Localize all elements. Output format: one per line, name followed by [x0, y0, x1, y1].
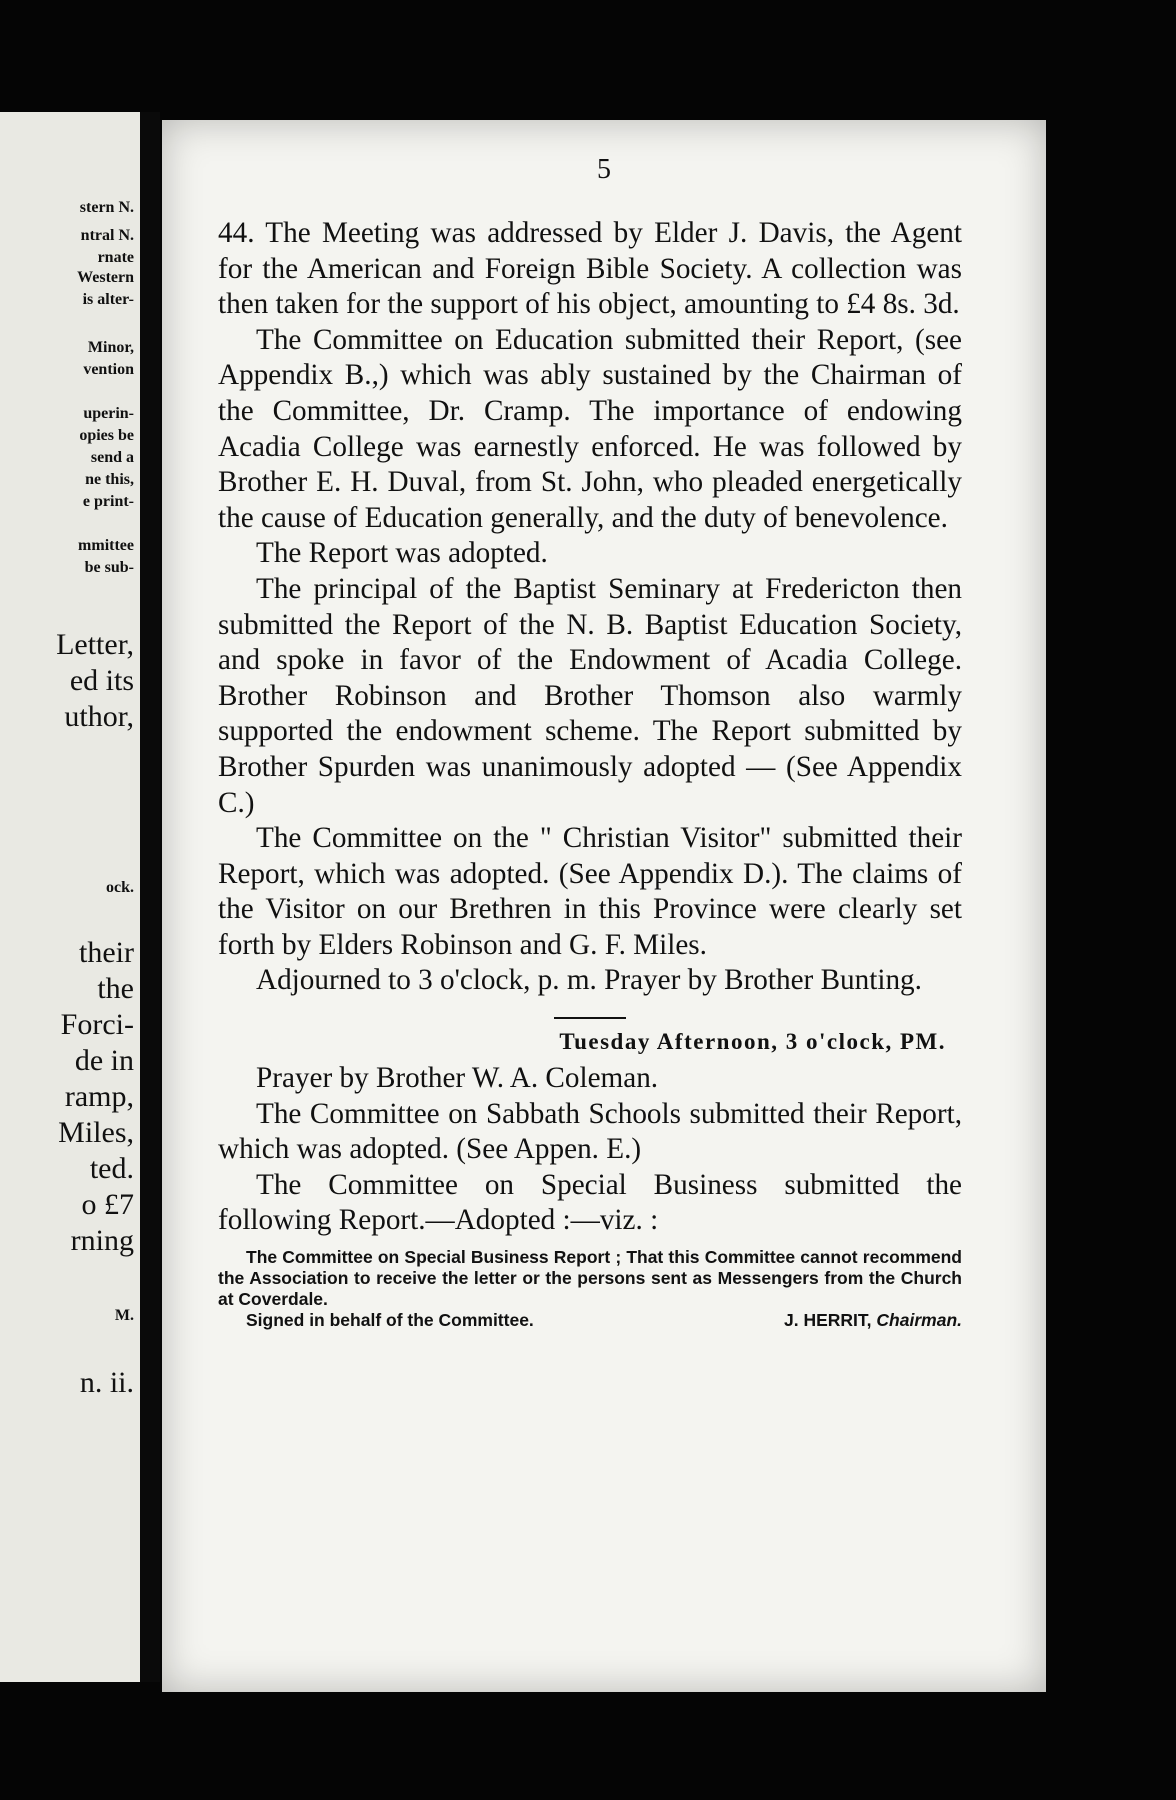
- left-page-fragment: ock.: [106, 879, 134, 896]
- paragraph-adjourned: Adjourned to 3 o'clock, p. m. Prayer by Brother Bunting.: [256, 964, 922, 997]
- left-page-fragment: uthor,: [64, 700, 134, 733]
- left-page-fragment: ntral N.: [80, 227, 134, 244]
- left-page-fragment: opies be: [79, 427, 134, 444]
- left-page-fragment: rning: [70, 1224, 134, 1257]
- paragraph-sabbath-schools: The Committee on Sabbath Schools submitted their Report, which was adopted. (See Appen. E.): [218, 1097, 962, 1166]
- left-page-fragment: ne this,: [85, 471, 134, 488]
- paragraph-prayer: Prayer by Brother W. A. Coleman.: [256, 1062, 659, 1095]
- report-signer-title: Chairman.: [876, 1310, 962, 1331]
- left-page-fragment: Forci-: [60, 1008, 134, 1041]
- left-page-fragment: de in: [74, 1044, 134, 1077]
- paragraph-44: 44. The Meeting was addressed by Elder J. Davis, the Agent for the American and Foreign Bible Society. A collection was then taken for the support of his object, amounting to £4 8s. 3d.: [218, 217, 962, 321]
- left-page-fragment: ed its: [69, 664, 134, 697]
- paragraph-christian-visitor: The Committee on the " Christian Visitor" submitted their Report, which was adopted. (See Appendix D.). The claims of the Visitor on our Brethren in this Province were clearly set forth by Elders Robinson and G. F. Miles.: [218, 822, 962, 961]
- report-signer: [784, 1310, 962, 1331]
- report-signed-text: Signed in behalf of the Committee.: [246, 1310, 534, 1331]
- left-page-fragment: Miles,: [58, 1116, 134, 1149]
- page-body: [218, 216, 962, 1331]
- page-number: 5: [597, 154, 611, 185]
- left-page-fragment: mmittee: [78, 537, 134, 554]
- section-divider: [554, 1017, 626, 1019]
- special-business-report: [218, 1247, 962, 1331]
- section-heading: Tuesday Afternoon, 3 o'clock, PM.: [559, 1029, 946, 1055]
- report-signature-line: [218, 1310, 962, 1331]
- left-page-fragment: uperin-: [83, 405, 134, 422]
- left-page-fragment: be sub-: [84, 559, 134, 576]
- paragraph-special-business: The Committee on Special Business submitted the following Report.—Adopted :—viz. :: [218, 1168, 962, 1237]
- left-page-fragment: M.: [114, 1307, 134, 1324]
- left-page-fragment: o £7: [81, 1188, 134, 1221]
- left-page-fragment: their: [79, 936, 134, 969]
- left-page-fragment: ted.: [89, 1152, 134, 1185]
- report-signer-name: J. HERRIT,: [784, 1310, 872, 1331]
- left-page-fragment: Minor,: [87, 339, 134, 356]
- paragraph-education-committee: The Committee on Education submitted their Report, (see Appendix B.,) which was ably sustained by the Chairman of the Committee, Dr. Cramp. The importance of endowing Acadia College was earnestly enforced. He was followed by Brother E. H. Duval, from St. John, who pleaded energetically the cause of Education generally, and the duty of benevolence.: [218, 323, 962, 534]
- left-page-fragment: stern N.: [79, 199, 134, 216]
- left-facing-page: [0, 112, 140, 1682]
- left-page-fragment: the: [97, 972, 134, 1005]
- left-page-fragment: n. ii.: [79, 1366, 134, 1399]
- left-page-fragment: rnate: [97, 249, 134, 266]
- left-page-fragment: send a: [90, 449, 134, 466]
- left-page-fragment: Western: [77, 269, 134, 286]
- left-page-fragment: Letter,: [56, 628, 134, 661]
- left-page-fragment: ramp,: [64, 1080, 134, 1113]
- main-page: [162, 120, 1046, 1692]
- report-body: The Committee on Special Business Report ; That this Committee cannot recommend the Association to receive the letter or the persons sent as Messengers from the Church at Coverdale.: [218, 1247, 962, 1310]
- page-gutter: [140, 112, 160, 1682]
- paragraph-report-adopted: The Report was adopted.: [256, 537, 548, 570]
- left-page-fragment: e print-: [82, 493, 134, 510]
- left-page-fragment: is alter-: [82, 291, 134, 308]
- left-page-fragment: vention: [83, 361, 134, 378]
- paragraph-baptist-seminary: The principal of the Baptist Seminary at Fredericton then submitted the Report of the N. B. Baptist Education Society, and spoke in favor of the Endowment of Acadia College. Brother Robinson and Brother Thomson also warmly supported the endowment scheme. The Report submitted by Brother Spurden was unanimously adopted — (See Appendix C.): [218, 572, 962, 819]
